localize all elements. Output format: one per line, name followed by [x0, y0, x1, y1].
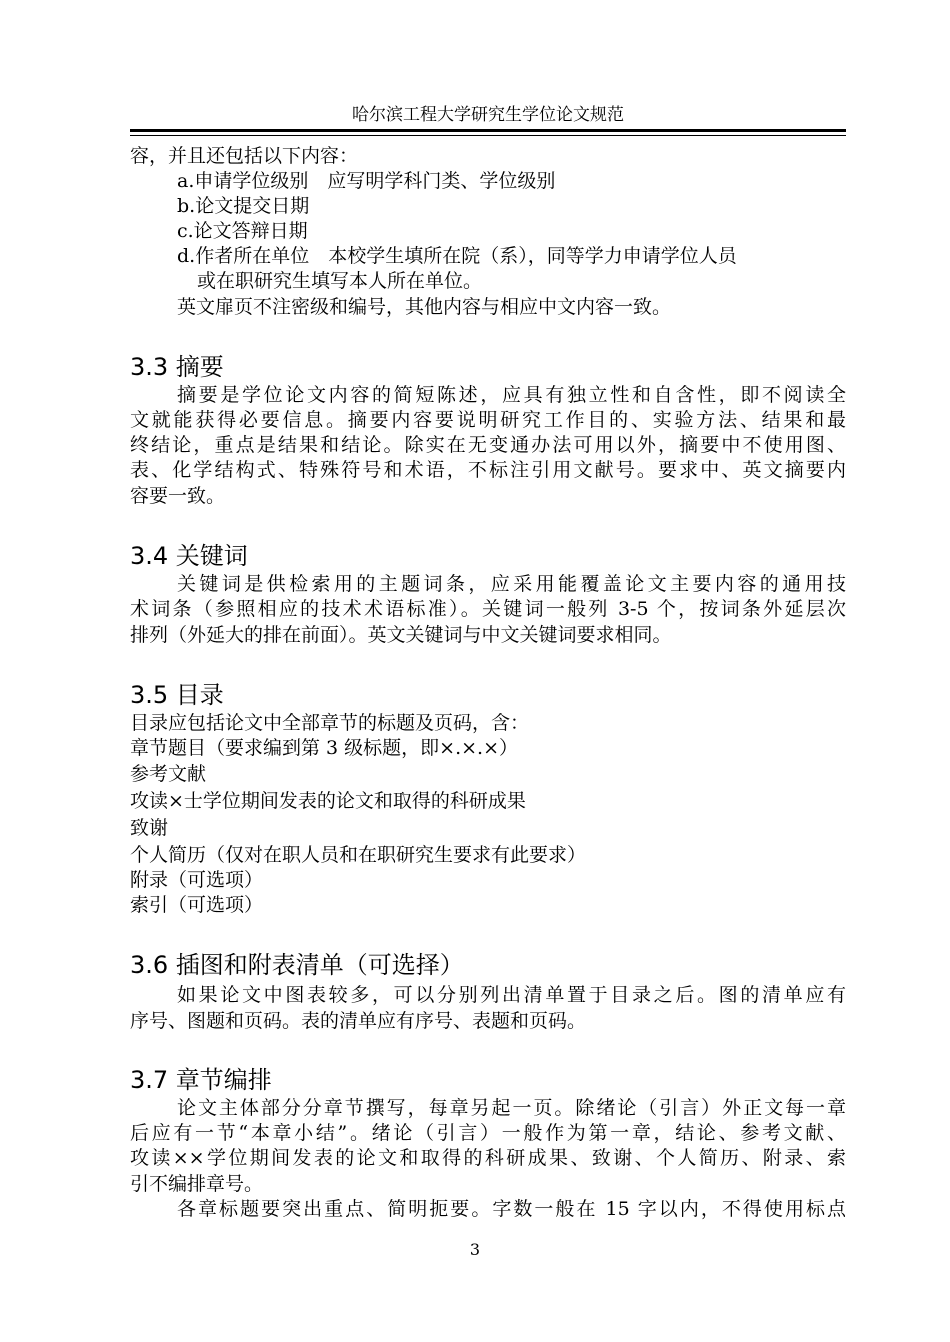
continuation-text: 容，并且还包括以下内容：: [130, 145, 359, 167]
paragraph-line: 文就能获得必要信息。摘要内容要说明研究工作目的、实验方法、结果和最: [130, 409, 846, 431]
paragraph-line: 摘要是学位论文内容的简短陈述，应具有独立性和自含性，即不阅读全: [177, 384, 846, 406]
paragraph-line: 排列（外延大的排在前面）。英文关键词与中文关键词要求相同。: [130, 624, 672, 646]
english-title-note: 英文扉页不注密级和编号，其他内容与相应中文内容一致。: [177, 296, 672, 318]
paragraph-line: 术词条（参照相应的技术术语标准）。关键词一般列 3-5 个，按词条外延层次: [130, 598, 846, 620]
page-number: 3: [469, 1240, 481, 1259]
paragraph-line: 攻读××学位期间发表的论文和取得的科研成果、致谢、个人简历、附录、索: [130, 1147, 846, 1169]
paragraph-line: 表、化学结构式、特殊符号和术语，不标注引用文献号。要求中、英文摘要内: [130, 459, 846, 481]
list-item-c: c.论文答辩日期: [177, 220, 308, 242]
paragraph-line: 后应有一节“本章小结”。绪论（引言）一般作为第一章，结论、参考文献、: [130, 1122, 846, 1144]
header-rule-thin: [130, 135, 846, 136]
header-rule-thick: [130, 129, 846, 132]
list-item-a: a.申请学位级别 应写明学科门类、学位级别: [177, 170, 556, 192]
paragraph-line: 引不编排章号。: [130, 1173, 264, 1195]
list-item: 目录应包括论文中全部章节的标题及页码，含：: [130, 712, 530, 734]
section-heading-3-5: 3.5 目录: [130, 681, 224, 709]
list-item-b: b.论文提交日期: [177, 195, 310, 217]
list-item: 攻读×士学位期间发表的论文和取得的科研成果: [130, 790, 526, 812]
list-item: 参考文献: [130, 763, 207, 785]
section-heading-3-4: 3.4 关键词: [130, 542, 248, 570]
paragraph-line: 序号、图题和页码。表的清单应有序号、表题和页码。: [130, 1010, 587, 1032]
page-header: 哈尔滨工程大学研究生学位论文规范: [352, 105, 624, 125]
paragraph-line: 论文主体部分分章节撰写，每章另起一页。除绪论（引言）外正文每一章: [177, 1097, 846, 1119]
list-item: 章节题目（要求编到第 3 级标题，即×.×.×）: [130, 737, 519, 759]
paragraph-line: 容要一致。: [130, 485, 226, 507]
paragraph-line: 关键词是供检索用的主题词条，应采用能覆盖论文主要内容的通用技: [177, 573, 846, 595]
list-item: 附录（可选项）: [130, 869, 264, 891]
list-item: 致谢: [130, 817, 169, 839]
list-item-d-cont: 或在职研究生填写本人所在单位。: [197, 270, 483, 292]
list-item-d: d.作者所在单位 本校学生填所在院（系），同等学力申请学位人员: [177, 245, 737, 267]
section-heading-3-3: 3.3 摘要: [130, 353, 224, 381]
list-item: 个人简历（仅对在职人员和在职研究生要求有此要求）: [130, 844, 587, 866]
paragraph-line: 终结论，重点是结果和结论。除实在无变通办法可用以外，摘要中不使用图、: [130, 434, 846, 456]
list-item: 索引（可选项）: [130, 894, 264, 916]
paragraph-line: 各章标题要突出重点、简明扼要。字数一般在 15 字以内，不得使用标点: [177, 1198, 846, 1220]
section-heading-3-7: 3.7 章节编排: [130, 1066, 272, 1094]
paragraph-line: 如果论文中图表较多，可以分别列出清单置于目录之后。图的清单应有: [177, 984, 846, 1006]
section-heading-3-6: 3.6 插图和附表清单（可选择）: [130, 951, 464, 979]
